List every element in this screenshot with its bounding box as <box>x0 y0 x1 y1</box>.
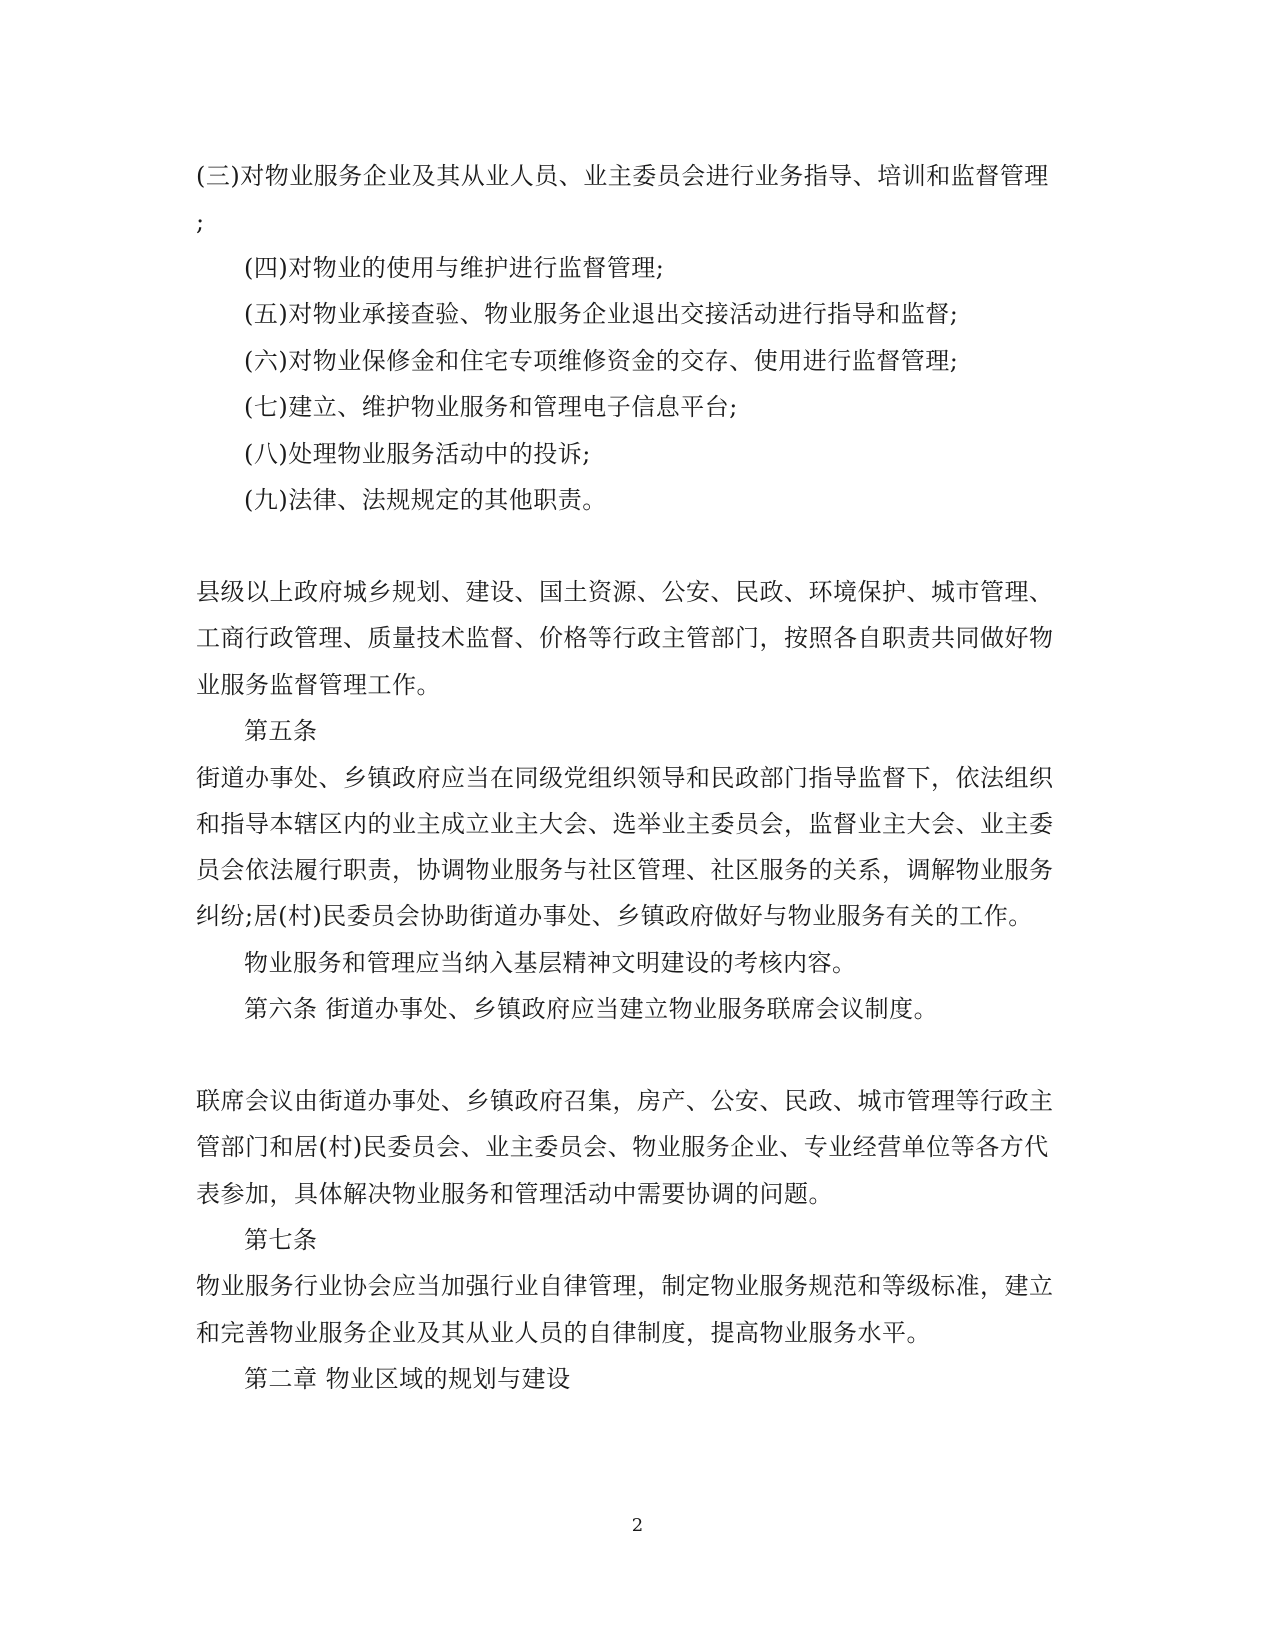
text-line: ; <box>196 208 205 236</box>
page-number: 2 <box>631 1515 644 1536</box>
text-line: 和完善物业服务企业及其从业人员的自律制度，提高物业服务水平。 <box>196 1319 931 1347</box>
text-line: 物业服务行业协会应当加强行业自律管理，制定物业服务规范和等级标准，建立 <box>196 1272 1054 1300</box>
text-line: 业服务监督管理工作。 <box>196 671 441 699</box>
list-item: (六)对物业保修金和住宅专项维修资金的交存、使用进行监督管理; <box>244 347 959 375</box>
text-line: 工商行政管理、质量技术监督、价格等行政主管部门，按照各自职责共同做好物 <box>196 624 1054 652</box>
article-heading: 第六条 街道办事处、乡镇政府应当建立物业服务联席会议制度。 <box>244 995 939 1023</box>
text-line: 表参加，具体解决物业服务和管理活动中需要协调的问题。 <box>196 1180 833 1208</box>
list-item: (四)对物业的使用与维护进行监督管理; <box>244 254 665 282</box>
chapter-heading: 第二章 物业区域的规划与建设 <box>244 1365 571 1393</box>
list-item: (八)处理物业服务活动中的投诉; <box>244 440 591 468</box>
text-line: 纠纷;居(村)民委员会协助街道办事处、乡镇政府做好与物业服务有关的工作。 <box>196 902 1033 930</box>
text-line: 县级以上政府城乡规划、建设、国土资源、公安、民政、环境保护、城市管理、 <box>196 578 1054 606</box>
text-line: 物业服务和管理应当纳入基层精神文明建设的考核内容。 <box>244 949 857 977</box>
text-line: 员会依法履行职责，协调物业服务与社区管理、社区服务的关系，调解物业服务 <box>196 856 1054 884</box>
text-line: (三)对物业服务企业及其从业人员、业主委员会进行业务指导、培训和监督管理 <box>196 162 1049 190</box>
text-line: 和指导本辖区内的业主成立业主大会、选举业主委员会，监督业主大会、业主委 <box>196 810 1054 838</box>
list-item: (七)建立、维护物业服务和管理电子信息平台; <box>244 393 738 421</box>
article-heading: 第五条 <box>244 717 318 745</box>
text-line: 管部门和居(村)民委员会、业主委员会、物业服务企业、专业经营单位等各方代 <box>196 1133 1049 1161</box>
list-item: (五)对物业承接查验、物业服务企业退出交接活动进行指导和监督; <box>244 300 959 328</box>
text-line: 联席会议由街道办事处、乡镇政府召集，房产、公安、民政、城市管理等行政主 <box>196 1087 1054 1115</box>
text-line: 街道办事处、乡镇政府应当在同级党组织领导和民政部门指导监督下，依法组织 <box>196 764 1054 792</box>
list-item: (九)法律、法规规定的其他职责。 <box>244 486 607 514</box>
article-heading: 第七条 <box>244 1226 318 1254</box>
